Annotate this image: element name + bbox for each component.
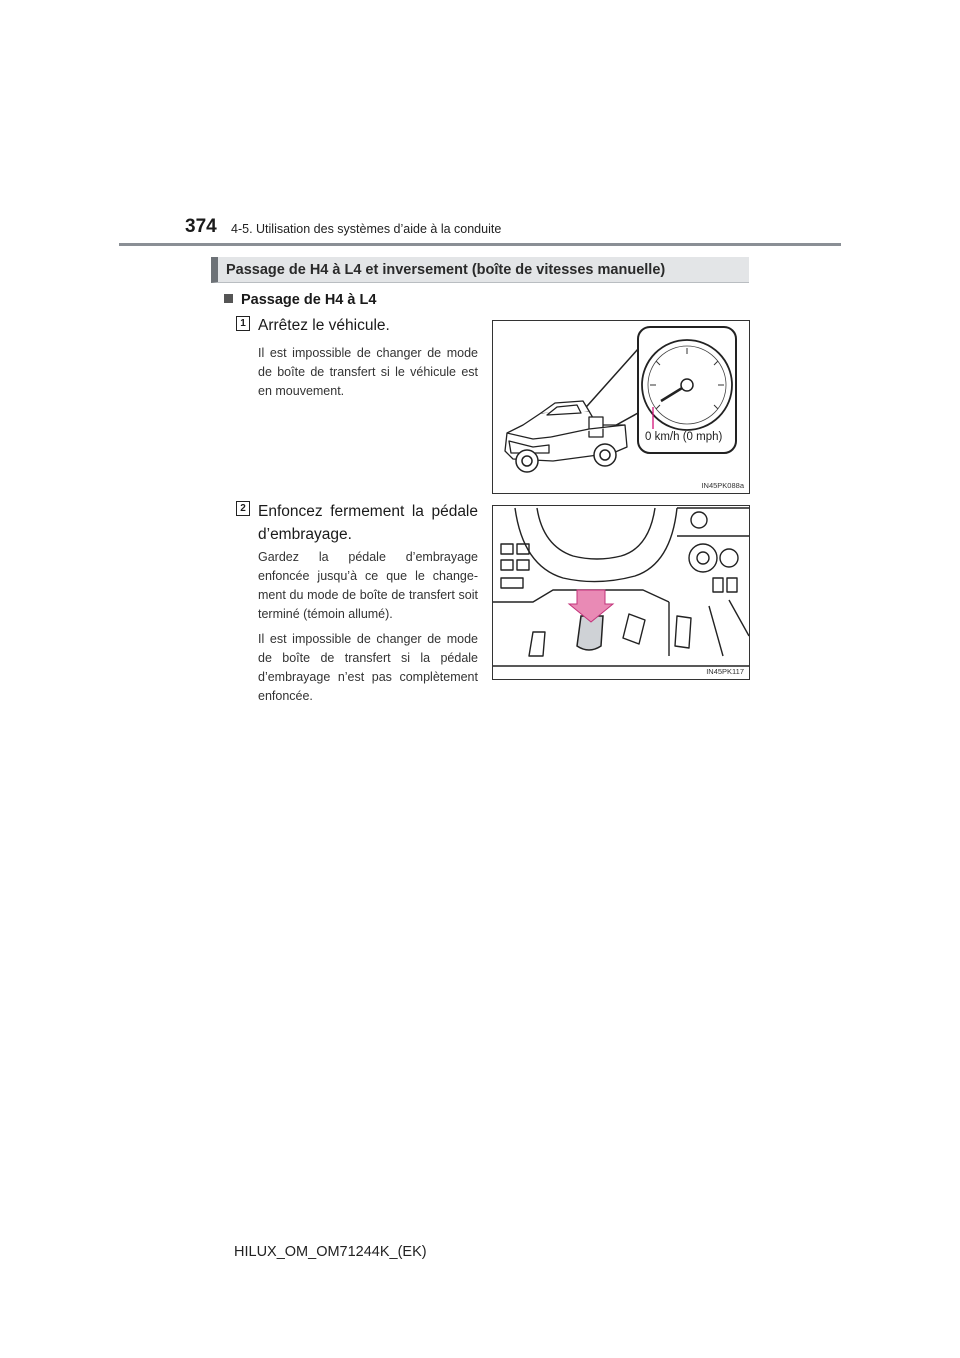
figure-vehicle-speedometer: [492, 320, 750, 494]
subsection-heading: [224, 292, 376, 308]
push-down-arrow-icon: [569, 590, 613, 622]
step-2-title: Enfoncez fermement la pédale d’embrayage.: [258, 503, 478, 543]
figure-code: IN45PK117: [706, 667, 744, 676]
speed-callout-label: 0 km/h (0 mph): [645, 431, 723, 443]
section-title: Passage de H4 à L4 et inversement (boîte de vitesses manuelle): [226, 262, 666, 278]
header-divider: [119, 243, 841, 246]
figure-code: IN45PK088a: [701, 481, 744, 490]
step-1-title: Arrêtez le véhicule.: [258, 317, 390, 334]
chapter-title: 4-5. Utilisation des systèmes d’aide à la conduite: [231, 222, 502, 236]
step-2-note: Il est impossible de changer de mode de boîte de transfert si la pédale d’embrayage n’est pas complètement enfoncée.: [258, 632, 478, 703]
clutch-pedal-illustration: [493, 506, 749, 679]
step-1-note: Il est impossible de changer de mode de boîte de transfert si le véhicule est en mouvement.: [258, 346, 478, 398]
document-id: HILUX_OM_OM71244K_(EK): [234, 1244, 427, 1260]
page-number: 374: [185, 216, 217, 237]
step-number-badge: 1: [236, 316, 250, 331]
step-number-badge: 2: [236, 501, 250, 516]
figure-clutch-pedal: [492, 505, 750, 680]
step-2-note: Gardez la pédale d’embrayage enfoncée jusqu’à ce que le changement du mode de boîte de transfert soit terminé (témoin allumé).: [258, 550, 478, 621]
vehicle-speedometer-illustration: [493, 321, 749, 493]
square-bullet-icon: [224, 294, 233, 303]
subsection-title: Passage de H4 à L4: [241, 292, 377, 308]
